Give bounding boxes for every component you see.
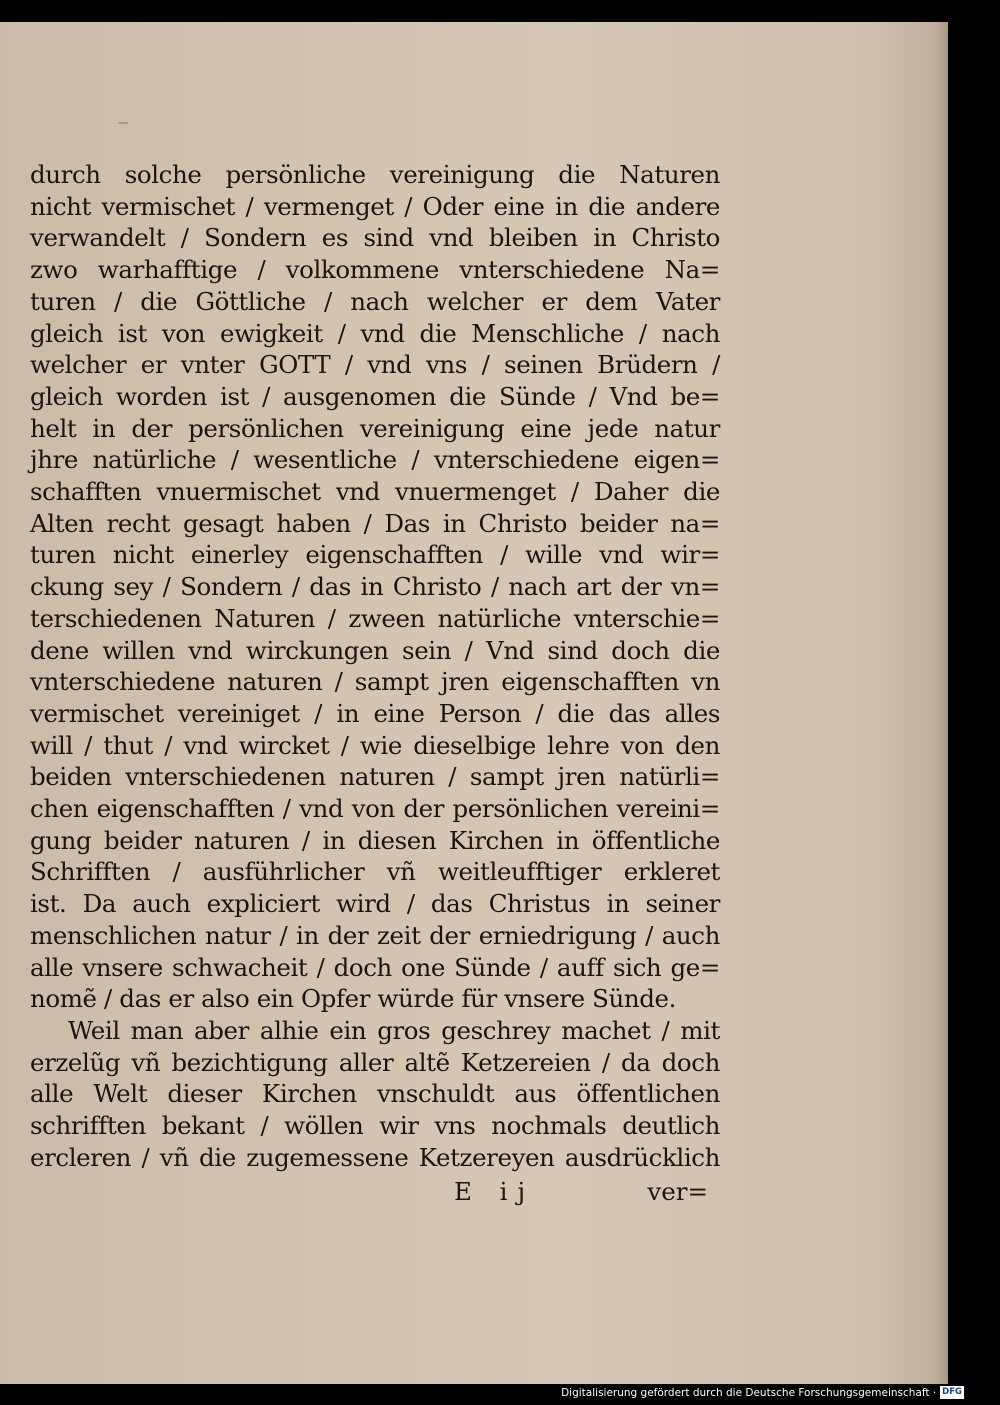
text-line: Alten recht gesagt haben / Das in Christo beider na= — [30, 508, 720, 538]
text-line: welcher er vnter GOTT / vnd vns / seinen Brüdern / — [30, 350, 720, 380]
book-page — [0, 22, 948, 1384]
page-body-text — [30, 159, 720, 1174]
page-footer-line — [30, 1177, 720, 1209]
text-line: zwo warhafftige / volkommene vnterschiedene Na= — [30, 255, 720, 285]
scan-mark — [118, 122, 128, 124]
digitization-credit — [561, 1386, 964, 1399]
text-line: erzelũg vñ bezichtigung aller altẽ Ketzereien / da doch — [30, 1047, 720, 1077]
text-line: alle Welt dieser Kirchen vnschuldt aus öffentlichen — [30, 1079, 720, 1109]
text-line-paragraph-start: Weil man aber alhie ein gros geschrey machet / mit — [68, 1015, 720, 1045]
text-line: terschiedenen Naturen / zween natürliche vnterschie= — [30, 603, 720, 633]
text-line: helt in der persönlichen vereinigung eine jede natur — [30, 413, 720, 443]
text-line: vnterschiedene naturen / sampt jren eigenschafften vn — [30, 667, 720, 697]
catchword: ver= — [647, 1177, 708, 1206]
text-line: verwandelt / Sondern es sind vnd bleiben in Christo — [30, 223, 720, 253]
text-line: beiden vnterschiedenen naturen / sampt jren natürli= — [30, 762, 720, 792]
credit-text: Digitalisierung gefördert durch die Deutsche Forschungsgemeinschaft · — [561, 1386, 937, 1399]
signature-mark: E ij — [454, 1177, 536, 1206]
text-line: schrifften bekant / wöllen wir vns nochmals deutlich — [30, 1111, 720, 1141]
text-line: chen eigenschafften / vnd von der persönlichen vereini= — [30, 794, 720, 824]
text-line: gleich worden ist / ausgenomen die Sünde / Vnd be= — [30, 381, 720, 411]
text-line: gung beider naturen / in diesen Kirchen in öffentliche — [30, 825, 720, 855]
text-line: ckung sey / Sondern / das in Christo / nach art der vn= — [30, 572, 720, 602]
text-line: nomẽ / das er also ein Opfer würde für vnsere Sünde. — [30, 984, 677, 1014]
text-line: jhre natürliche / wesentliche / vnterschiedene eigen= — [30, 445, 720, 475]
text-line: gleich ist von ewigkeit / vnd die Menschliche / nach — [30, 318, 720, 348]
text-line: alle vnsere schwacheit / doch one Sünde / auff sich ge= — [30, 952, 720, 982]
text-line: will / thut / vnd wircket / wie dieselbige lehre von den — [30, 730, 720, 760]
text-line: durch solche persönliche vereinigung die Naturen — [30, 160, 720, 189]
text-line: menschlichen natur / in der zeit der erniedrigung / auch — [30, 920, 720, 950]
text-line: ist. Da auch expliciert wird / das Christus in seiner — [30, 889, 720, 919]
text-line: schafften vnuermischet vnd vnuermenget / Daher die — [30, 477, 720, 507]
text-line: Schrifften / ausführlicher vñ weitleufftiger erkleret — [30, 857, 720, 887]
text-line: turen nicht einerley eigenschafften / wille vnd wir= — [30, 540, 720, 570]
dfg-logo: DFG — [942, 1387, 962, 1397]
text-line: dene willen vnd wirckungen sein / Vnd sind doch die — [30, 635, 720, 665]
text-line: ercleren / vñ die zugemessene Ketzereyen ausdrücklich — [30, 1142, 720, 1172]
text-line: nicht vermischet / vermenget / Oder eine in die andere — [30, 191, 720, 221]
text-line: turen / die Göttliche / nach welcher er dem Vater — [30, 286, 720, 316]
text-line: vermischet vereiniget / in eine Person / die das alles — [30, 698, 720, 728]
